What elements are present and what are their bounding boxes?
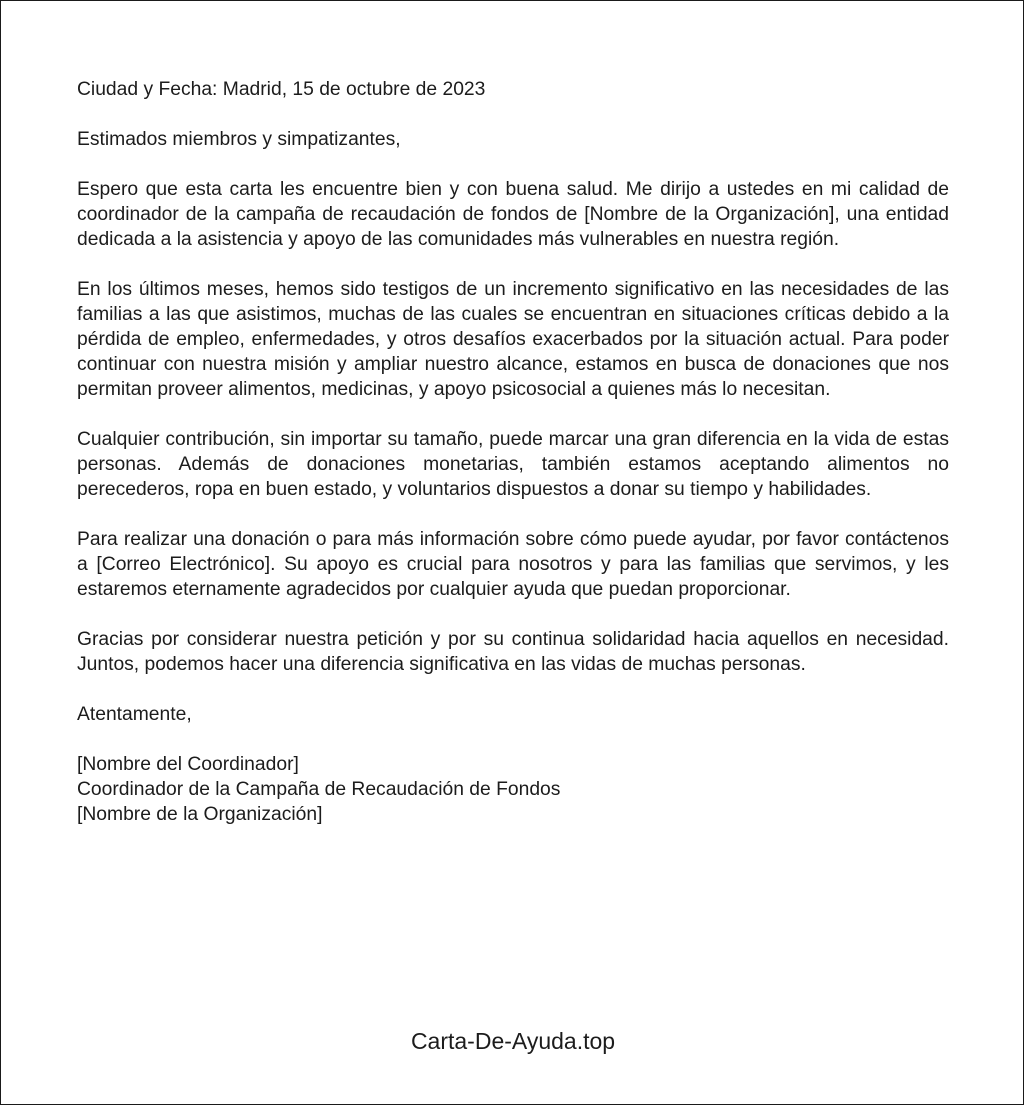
paragraph-needs: En los últimos meses, hemos sido testigos de un incremento significativo en las necesidades de las familias a las que asistimos, muchas de las cuales se encuentran en situaciones críticas debido a la pérdida de empleo, enfermedades, y otros desafíos exacerbados por la situación actual. Para poder continuar con nuestra misión y ampliar nuestro alcance, estamos en busca de donaciones que nos permitan proveer alimentos, medicinas, y apoyo psicosocial a quienes más lo necesitan. [77, 279, 949, 400]
letter-body [77, 77, 949, 827]
paragraph-contributions: Cualquier contribución, sin importar su tamaño, puede marcar una gran diferencia en la vida de estas personas. Además de donaciones monetarias, también estamos aceptando alimentos no perecederos, ropa en buen estado, y voluntarios dispuestos a donar su tiempo y habilidades. [77, 429, 949, 500]
signature-organization: [Nombre de la Organización] [77, 804, 323, 825]
greeting: Estimados miembros y simpatizantes, [77, 129, 401, 150]
paragraph-contact: Para realizar una donación o para más información sobre cómo puede ayudar, por favor contáctenos a [Correo Electrónico]. Su apoyo es crucial para nosotros y para las familias que servimos, y les estaremos eternamente agradecidos por cualquier ayuda que puedan proporcionar. [77, 529, 949, 600]
paragraph-thanks: Gracias por considerar nuestra petición y por su continua solidaridad hacia aquellos en necesidad. Juntos, podemos hacer una diferencia significativa en las vidas de muchas personas. [77, 629, 949, 675]
signature-name: [Nombre del Coordinador] [77, 754, 299, 775]
signature-title: Coordinador de la Campaña de Recaudación de Fondos [77, 779, 561, 800]
footer-site: Carta-De-Ayuda.top [410, 1028, 616, 1054]
place-date: Ciudad y Fecha: Madrid, 15 de octubre de 2023 [77, 79, 486, 100]
closing: Atentamente, [77, 704, 192, 725]
paragraph-intro: Espero que esta carta les encuentre bien y con buena salud. Me dirijo a ustedes en mi calidad de coordinador de la campaña de recaudación de fondos de [Nombre de la Organización], una entidad dedicada a la asistencia y apoyo de las comunidades más vulnerables en nuestra región. [77, 179, 949, 250]
signature-block [77, 752, 949, 827]
